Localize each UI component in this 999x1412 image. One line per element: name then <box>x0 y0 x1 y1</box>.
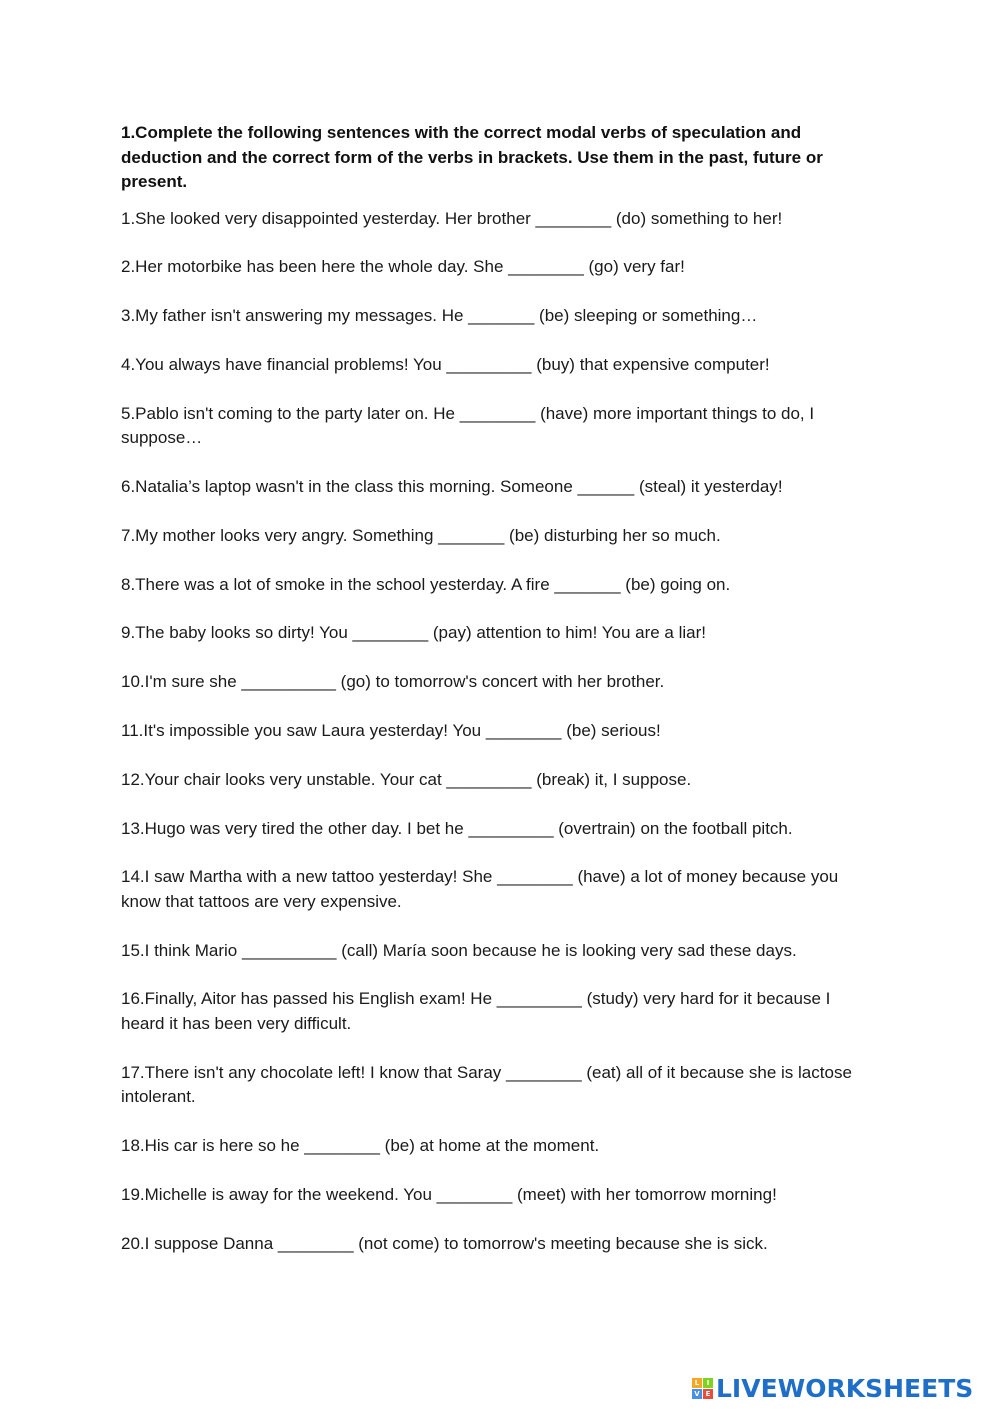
question-item: 17.There isn't any chocolate left! I know that Saray ________ (eat) all of it because she is lactose intolerant. <box>121 1062 852 1107</box>
question-item: 5.Pablo isn't coming to the party later on. He ________ (have) more important things to do, I suppose… <box>121 403 815 448</box>
worksheet-page <box>121 121 866 1280</box>
liveworksheets-logo <box>692 1373 973 1403</box>
question-item: 19.Michelle is away for the weekend. You ________ (meet) with her tomorrow morning! <box>121 1184 777 1204</box>
question-item: 1.She looked very disappointed yesterday. Her brother ________ (do) something to her! <box>121 208 783 228</box>
question-item: 14.I saw Martha with a new tattoo yesterday! She ________ (have) a lot of money because you know that tattoos are very expensive. <box>121 867 839 911</box>
question-item: 7.My mother looks very angry. Something _______ (be) disturbing her so much. <box>121 525 721 545</box>
question-item: 18.His car is here so he ________ (be) at home at the moment. <box>121 1136 600 1156</box>
question-item: 6.Natalia’s laptop wasn't in the class this morning. Someone ______ (steal) it yesterday! <box>121 476 783 496</box>
question-list <box>121 207 866 1257</box>
question-item: 9.The baby looks so dirty! You ________ (pay) attention to him! You are a liar! <box>121 623 706 643</box>
question-item: 11.It's impossible you saw Laura yesterday! You ________ (be) serious! <box>121 720 661 740</box>
question-item: 4.You always have financial problems! You _________ (buy) that expensive computer! <box>121 354 770 374</box>
question-item: 13.Hugo was very tired the other day. I bet he _________ (overtrain) on the football pitch. <box>121 818 793 838</box>
question-item: 2.Her motorbike has been here the whole day. She ________ (go) very far! <box>121 257 685 277</box>
question-item: 3.My father isn't answering my messages. He _______ (be) sleeping or something… <box>121 306 758 326</box>
question-item: 20.I suppose Danna ________ (not come) to tomorrow's meeting because she is sick. <box>121 1233 768 1253</box>
question-item: 16.Finally, Aitor has passed his English exam! He _________ (study) very hard for it because I heard it has been very difficult. <box>121 989 831 1033</box>
question-item: 12.Your chair looks very unstable. Your cat _________ (break) it, I suppose. <box>121 769 692 789</box>
liveworksheets-logo-icon: L I V E <box>692 1378 713 1399</box>
exercise-instructions: 1.Complete the following sentences with the correct modal verbs of speculation and deduction and the correct form of the verbs in brackets. Use them in the past, future or present. <box>121 123 823 191</box>
question-item: 8.There was a lot of smoke in the school yesterday. A fire _______ (be) going on. <box>121 574 731 594</box>
logo-text: LIVEWORKSHEETS <box>716 1373 974 1403</box>
question-item: 15.I think Mario __________ (call) María soon because he is looking very sad these days. <box>121 940 797 960</box>
question-item: 10.I'm sure she __________ (go) to tomorrow's concert with her brother. <box>121 672 665 692</box>
